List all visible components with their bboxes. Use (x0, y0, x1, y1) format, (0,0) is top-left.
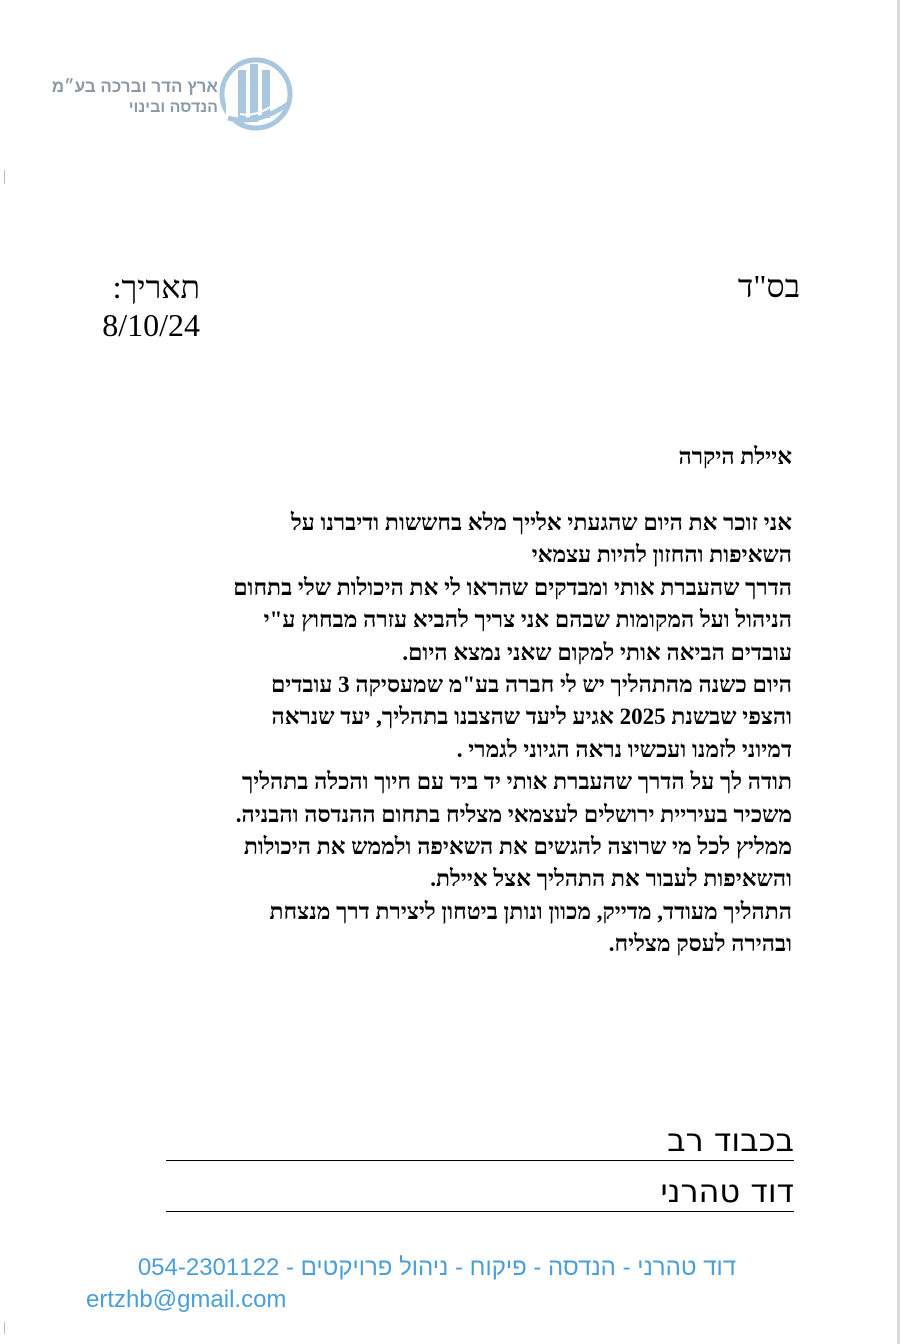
body-line: משכיר בעיריית ירושלים לעצמאי מצליח בתחום ההנדסה והבניה. (235, 801, 792, 827)
body-line: היום כשנה מהתהליך יש לי חברה בע"מ שמעסיקה 3 עובדים (270, 672, 792, 698)
company-tagline: הנדסה ובינוי (128, 99, 218, 116)
body-line: התהליך מעודד, מדייק, מכוון ונותן ביטחון ליצירת דרך מנצחת (269, 898, 792, 924)
body-line: הדרך שהעברת אותי ומבדקים שהראו לי את היכולות שלי בתחום (233, 574, 792, 600)
letter-body (92, 507, 792, 961)
signer-name: דוד טהרני (166, 1171, 794, 1212)
body-line: הניהול ועל המקומות שבהם אני צריך להביא עזרה מבחוץ ע"י (263, 607, 792, 633)
body-line: דמיוני לזמנו ועכשיו נראה הגיוני לגמרי . (456, 736, 792, 762)
date-block (60, 268, 200, 344)
body-line: תודה לך על הדרך שהעברת אותי יד ביד עם חיוך והכלה בתהליך (241, 769, 792, 795)
body-line: והצפי שבשנת 2025 אגיע ליעד שהצבנו בתהליך, יעד שנראה (271, 704, 792, 730)
date-value: 8/10/24 (102, 307, 200, 343)
letter-greeting: איילת היקרה (678, 444, 792, 469)
body-line: עובדים הביאה אותי למקום שאני נמצא היום. (402, 639, 792, 665)
company-name: ארץ הדר וברכה בע״מ (51, 77, 218, 96)
footer-contact (86, 1252, 736, 1316)
body-line: והשאיפות לעבור את התהליך אצל איילת. (430, 866, 792, 892)
footer-email[interactable]: ertzhb@gmail.com (86, 1286, 287, 1313)
body-line: השאיפות והחזון להיות עצמאי (531, 542, 792, 568)
closing-block (166, 1120, 794, 1212)
body-line: ובהירה לעסק מצליח. (608, 931, 792, 957)
margin-mark (4, 1322, 5, 1334)
margin-mark (4, 170, 5, 184)
closing-regards: בכבוד רב (166, 1120, 794, 1161)
building-logo-icon (218, 56, 294, 132)
footer-services-phone: דוד טהרני - הנדסה - פיקוח - ניהול פרויקטים - 054-2301122 (137, 1254, 736, 1281)
bsd-heading: בס"ד (737, 268, 800, 304)
body-line: אני זוכר את היום שהגעתי אלייך מלא בחששות ודיברנו על (290, 510, 792, 535)
letterhead-text (50, 76, 218, 118)
letterhead-logo (50, 56, 295, 136)
body-line: ממליץ לכל מי שרוצה להגשים את השאיפה ולממש את היכולות (243, 834, 792, 860)
date-label: תאריך: (112, 269, 200, 305)
